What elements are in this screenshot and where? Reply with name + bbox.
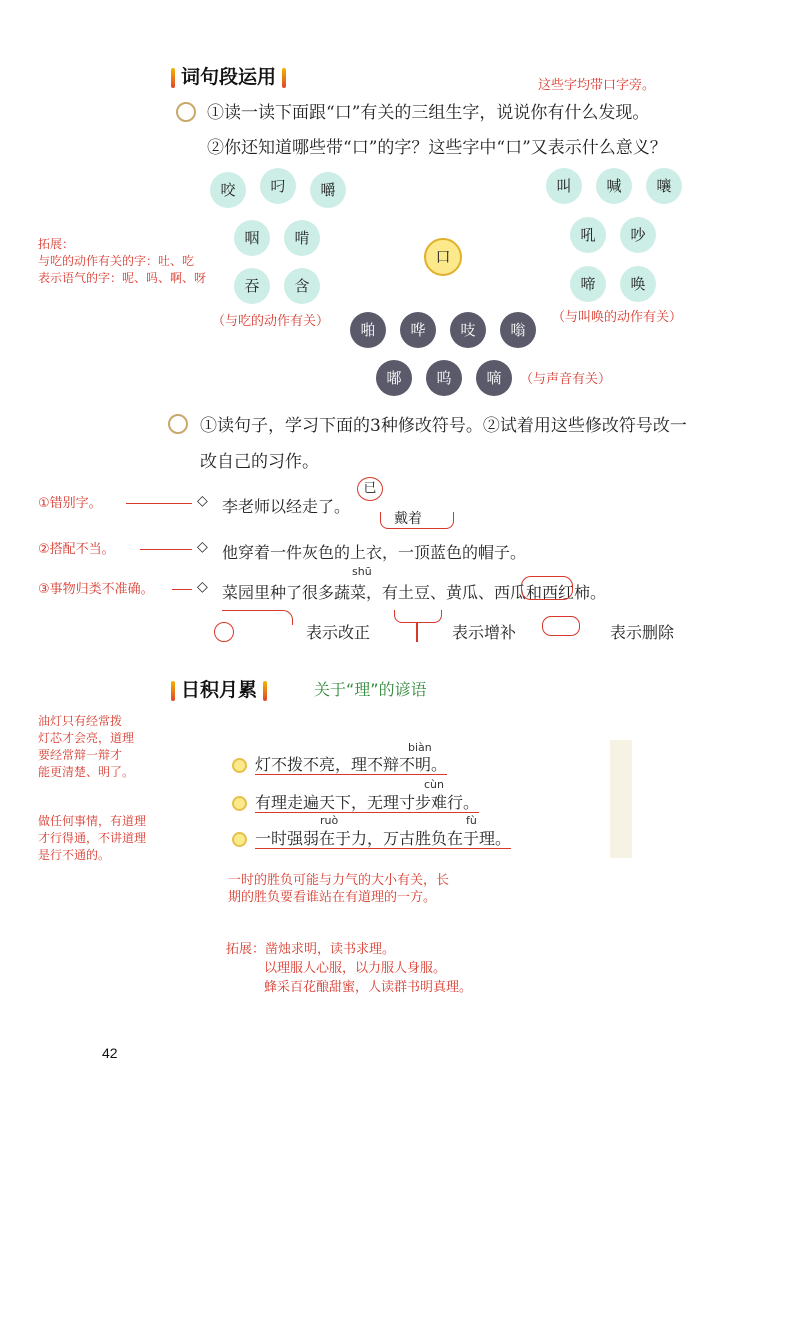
char-circle: 嗡: [500, 312, 536, 348]
edit-label: ②搭配不当。: [38, 542, 115, 557]
bullet-icon: [232, 758, 247, 773]
char-circle: 嘀: [476, 360, 512, 396]
page-number: 42: [102, 1045, 118, 1061]
char-circle: 嘟: [376, 360, 412, 396]
reading-icon: [168, 414, 188, 434]
note-left-1: 油灯只有经常拨 灯芯才会亮，道理 要经常辩一辩才 能更清楚、明了。: [38, 714, 135, 779]
char-circle: 叼: [260, 168, 296, 204]
decoration-strip: [610, 740, 632, 858]
question-1: ①读一读下面跟“口”有关的三组生字，说说你有什么发现。: [207, 103, 650, 123]
edit-sentence: 李老师以经走了。: [222, 497, 351, 516]
delete-symbol: [542, 616, 580, 636]
char-circle: 嚼: [310, 172, 346, 208]
pinyin: fù: [466, 814, 477, 827]
note-left-2: 做任何事情，有道理 才行得通，不讲道理 是行不通的。: [38, 814, 147, 862]
diamond-icon: ◇: [197, 493, 208, 509]
insert-symbol: [394, 610, 442, 623]
char-circle: 叫: [546, 168, 582, 204]
question-3-cont: 改自己的习作。: [200, 452, 319, 472]
label-eat: （与吃的动作有关）: [212, 314, 330, 329]
edit-sentence: 菜园里种了很多蔬菜，有土豆、黄瓜、西瓜和西红柿。: [222, 583, 607, 602]
edit-sentence: 他穿着一件灰色的上衣，一顶蓝色的帽子。: [222, 543, 527, 562]
top-note: 这些字均带口字旁。: [538, 78, 656, 93]
char-circle: 吞: [234, 268, 270, 304]
proverb: 一时强弱在于力，万古胜负在于理。: [232, 826, 511, 849]
char-circle: 含: [284, 268, 320, 304]
delete-mark: [521, 576, 573, 600]
question-3: ①读句子，学习下面的3种修改符号。②试着用这些修改符号改一: [200, 416, 687, 436]
bullet-icon: [232, 832, 247, 847]
char-circle: 咽: [234, 220, 270, 256]
char-circle: 喊: [596, 168, 632, 204]
char-circle: 啼: [570, 266, 606, 302]
extend-note-2: 拓展：凿烛求明，读书求理。 以理服人心服，以力服人身服。 蜂采百花酿甜蜜，人读群书明真理。: [226, 942, 473, 995]
char-circle: 啃: [284, 220, 320, 256]
note-bottom: 一时的胜负可能与力气的大小有关，长 期的胜负要看谁站在有道理的一方。: [228, 873, 450, 905]
reading-icon: [176, 102, 196, 122]
extend-note-1: 拓展： 与吃的动作有关的字：吐、吃 表示语气的字：呢、吗、啊、呀: [38, 237, 207, 285]
symbol-label: 表示改正: [306, 623, 371, 642]
symbol-label: 表示删除: [610, 623, 675, 642]
bullet-icon: [232, 796, 247, 811]
label-call: （与叫唤的动作有关）: [552, 310, 683, 325]
symbol-label: 表示增补: [452, 623, 517, 642]
pinyin: biàn: [408, 741, 432, 754]
char-circle: 唤: [620, 266, 656, 302]
question-2: ②你还知道哪些带“口”的字？这些字中“口”又表示什么意义？: [207, 138, 667, 158]
char-circle: 哗: [400, 312, 436, 348]
pinyin: cùn: [424, 778, 444, 791]
pinyin: shū: [352, 565, 372, 578]
correct-symbol: [214, 622, 234, 642]
edit-label: ①错别字。: [38, 496, 102, 511]
section-subtitle: 关于“理”的谚语: [314, 680, 427, 699]
section-title-3: 日积月累: [165, 675, 273, 702]
pinyin: ruò: [320, 814, 339, 827]
edit-label: ③事物归类不准确。: [38, 582, 154, 597]
char-circle: 呜: [426, 360, 462, 396]
proverb: 有理走遍天下，无理寸步难行。: [232, 790, 479, 813]
char-circle: 吱: [450, 312, 486, 348]
insert-text: 戴着: [394, 511, 422, 527]
label-sound: （与声音有关）: [520, 372, 612, 387]
proverb: 灯不拨不亮，理不辩不明。: [232, 752, 447, 775]
section-title-1: 词句段运用: [165, 62, 292, 89]
char-circle: 啪: [350, 312, 386, 348]
char-circle: 吵: [620, 217, 656, 253]
diamond-icon: ◇: [197, 539, 208, 555]
correction-mark: 已: [357, 477, 383, 501]
char-circle: 嚷: [646, 168, 682, 204]
center-char-circle: 口: [424, 238, 462, 276]
diamond-icon: ◇: [197, 579, 208, 595]
char-circle: 咬: [210, 172, 246, 208]
char-circle: 吼: [570, 217, 606, 253]
